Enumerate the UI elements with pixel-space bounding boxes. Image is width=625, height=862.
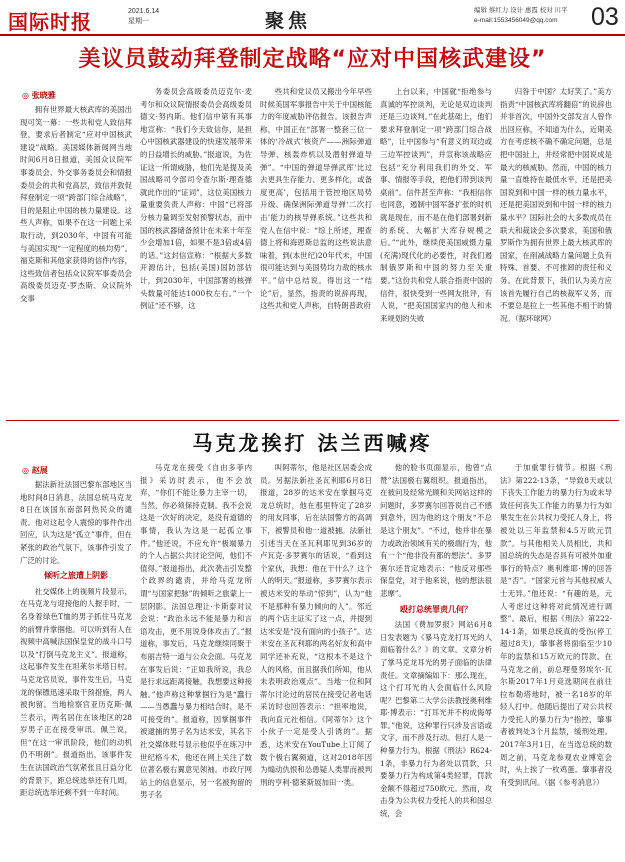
article1-column-5: 归咎于中国？太好笑了。”美方指责“中国核武库将翻倍”的说辞也并非首次，中国外交部发言人曾作出回应称，不知道为什么，近期美方在考虑核不确不确定问题，总是把中国扯上，并经常把中国说成是最大的核威胁。然而，中国的核力量一直维持在最低水平，还是把美国说到和中国一样的核力量水平，还是把美国说到和中国一样的核力量水平？国际社会的大多数成员在联大和裁谈会多次要求，美国和俄罗斯作为拥有世界上最大核武库的国家，在削减战略力量问题上负有特殊、首要、不可推卸的责任和义务。在此背景下，我们认为美方应该首先履行自己的核裁军义务，而不要总是拉上一些其他不相干的情况。（据环球网） bbox=[500, 87, 612, 323]
article2-column-4: 他的脸书页面显示，他曾“点赞”法国极右翼组织。报道指出，在被问及经常光顾和关网站这样的问题时，多罗赛尔回答说自己不感到意外，因为他的这个朋友“不总是这个朋友”。“不过，他并非在暴力或政治领域有关的极端行为，他有一个“他非没有都的想法”。多罗赛尔还肯定地表示：“他反对那些保皇党，对于他来说，他的想法很悲摩”。 殴打总统罪责几何？ 法国《费加罗报》网站6月8日发表题为《暴马克龙打耳光的人面临着什么？》的文章。文章分析了掌马克龙耳光的男子面临的法律责任。文章摘编如下：那么现在，这个打耳光的人会面临什么风险呢？巴黎第二大学公法教授奥利维耶·博表示：“打耳光并不构成侮辱罪。”他说，这种罪行只涉及言语或文字，而不涉及行动。但打人是一种暴力行为。根据《刑法》R624-1条，非暴力行为者处以罚款，只要暴力行为构成第4类轻罪，罚款金额不得超过750欧元。然而，攻击身为公共权力受托人的共和国总统，会 bbox=[380, 463, 492, 819]
newspaper-logo: 国际时报 bbox=[8, 10, 92, 34]
article2-column-1: 据法新社法国巴黎东部地区当地时间8日消息，法国总统马克龙8日在该国东南部阿热民众的谴责。他对这起令人震惊的事件作出回应，认为这是“孤立”事件，但在紧张的政治气氛下，该事件引发了广泛的讨论。 倾听之旅遭上阴影 社交媒体上的视频片段显示，在马克龙与迎接他的人握手时，一名身着绿色T恤的男子抓住马克龙的前臂并掌掴他。可以听到有人在视频中高喊法国保皇党的战斗口号以及“打倒马克龙主义”。报道称，这起事件发生在坦莱尔米塔日村。马克龙官员说，事件发生后，马克龙的保镖迅速采取干预措施，两人被拘留。当地检察官亚历克斯·佩兰表示，两名居住在该地区的28岁男子正在接受审讯。佩兰说，但“在这一审讯阶段，他们的动机仍不明朗”。报道指出，该事件发生在法国政治气氛紧张且日益分化的背景下，距总统选举还有几周，距总统选举还剩不到一年时间。 bbox=[20, 480, 132, 798]
article2-column-5: 于加重罪行情节。根据《刑法》第222-13条，“导致8天或以下丧失工作能力的暴力行为或未导致任何丧失工作能力的暴力行为如果发生在公共权力受托人身上，将被处以三年监禁和4.5万欧元罚款”。与其他相关人员相比，共和国总统的失态是否具有可被外加重事行的特点？奥利维耶·博的回答是“否”。“国家元首与其他权威人士无异。”他还说：“有趣的是，元人考虑过这种将对此情况进行调整”。最后，根据《刑法》第222-14-1条，如果总统真的受伤(停工超过8天)，肇事者将面临至少10年的监禁和15万欧元的罚款。在马克龙之前，前总理曼努埃尔·瓦尔斯2017年1月竞选期间在前往拉布勒塔地时，被一名18岁的年轻人打中。他随后提出了对公共权力受托人的暴力行为“指控，肇事者被判处3个月监禁，缓刑处理。2017年3月1日，在当选总统的数周之前，马克龙参观农业博览会时，头上挨了一枚鸡蛋。肇事者没有受到讯问。（据《参考消息》） bbox=[500, 463, 612, 787]
date-text: 2021.6.14 bbox=[128, 8, 160, 15]
section-divider bbox=[6, 420, 619, 421]
section-title: 聚焦 bbox=[265, 10, 312, 32]
article2-column-2: 马克龙在接受《自由多菲内报》采访时表示，他不会放弃，“你们不能让暴力主宰一切，当然，你必须保持克制。我不会说这是一次好的决定，是没有道德的事情，我认为这是一起孤立事件。”他还说，不应允许“极端暴力的个人占据公共讨论空间，他们不值得。”报道指出，此次袭击引发整个政界的谴责，并给马克龙所谓“与国家把脉”的倾听之旅蒙上一层阴影。法国总理让·卡斯泰对议会说：“政治永远不能是暴力和言语攻击，更不用说身体攻击了。”报道称，事发后，马克龙继续同聚于布丽吉特一道与公众会面。马克龙在事发后说：“正如我所说，我总是行求远距离接触，我想要这种接触。”他声称这种掌掴行为是“蠢行——当愚蠢与暴力相结合时，是不可接受的”。报道称，因掌掴事件被逮捕的男子名为达米安，其名下社交媒体账号显示他似乎在练习中世纪格斗术，他还在网上关注了数位著名极右翼意见领袖。市政厅网站上的信息显示，另一名被拘留的男子名 bbox=[140, 463, 252, 800]
article1-author-name: 张晓雅 bbox=[31, 91, 56, 100]
subheading-listening-tour: 倾听之旅遭上阴影 bbox=[44, 571, 108, 581]
email-line: e-mail:1553456049@qq.com bbox=[474, 17, 558, 24]
article1-column-1: 拥有世界最大核武库的美国出现可笑一幕：一些共和党人致信拜登，要求后者制定“应对中国核武建设”战略。美国媒体新闻网当地时间6月8日报道，美国众议院军事委员会、外交事务委员会和情报委员会的共和党高层，致信并敦促拜登制定一项“跨部门综合战略”，目的是阻止中国的核力量建设。这些人声称，如果不在这一问题上采取行动，到2030年，中国有可能与美国实现“一定程度的核均势”。福克斯和其他家获得的信件内容，这些致信者包括众议院军事委员会高级委员迈克·罗杰斯、众议院外交事 bbox=[20, 105, 132, 303]
weekday-text: 星期一 bbox=[128, 18, 149, 25]
subheading-legal-liability: 殴打总统罪责几何？ bbox=[400, 604, 472, 614]
editors-line: 编辑 蔡红力 设计 惠霞 校对 川平 bbox=[474, 7, 568, 14]
page-header bbox=[0, 0, 625, 36]
article2-author-name: 赵展 bbox=[31, 466, 48, 475]
article1-column-4: 上台以来，中国就“拒绝参与真诚的军控谈判，无论是双边谈判还是三边谈判。”在此基础上，他们要求拜登制定一项“跨部门综合战略”，让中国参与“有意义的双边或三边军控谈判”，并宣称该战略应包括“充分利用我们的外交、军事、情报等手段，把他们带到谈判桌前”。信件甚至声称：“我相信你也同意，遏制中国军备扩张的时机就是现在，而不是在他们部署到新的系统、大幅扩大库存规模之后。”“此外，继续使美国威慑力量(充满)现代化的必要性，对我们遏制俄罗斯和中国的努力至关重要。”这份共和党人联合指责中国的信件，很快受到一些网友批评，有人说，“把美国国家内的他人和未来规划的失败 bbox=[380, 87, 492, 323]
article2-column-3: 叫阿蒂尔，他是社区居委会成员。另据法新社圣瓦利耶6月8日报道，28岁的达米安在掌掴马克龙总统时，他在那里特定了28岁的用友同事，后在法国警方的高调下，被警员和他一道被捕。法新社引述当天在圣瓦利耶见到36岁的卢瓦克·多罗赛尔的话说，“看到这个家伙，我想：他在干什么？这个人的明天。”报道称，多罗赛尔表示被达米安的举动“惊到”，认为“他不是那种有暴力倾向的人”。邻近的两个店主证实了这一点，并提到达米安是“没有面向的小孩子”。达米安在圣瓦利耶的两名好友和高中同学还补充说，“这根本不是这个人的风格，而且据我们所知，他从未表明政治观点”。当地一位和阿蒂尔讨论过的居民在接受记者电话采访时也回答表示：“担率地说，我向直元社相信。《阿蒂尔》这个小伙子一定是受人引诱的”。据悉，达米安在YouTube上订阅了数个极右翼频道，这对2018年因为煽动仇恨和怂恿疑人类罪而被判刑的亨利·德莱斯展加田一类。 bbox=[260, 463, 372, 787]
issue-date bbox=[128, 7, 159, 27]
article1-column-3: 些共和党议员又搬出今年早些时候美国军事报告中关于中国核能力的年度威胁评估报告。该报告声称，中国正在“部署一整套三位一体的‘冷战式’核资产——洲际弹道导弹、核轰炸机以及潜射弹道导弹”。“中国的弹道导弹武库‘比过去更具生存能力、更多样化，或备度更高’，包括用于管控地区局势升级、确保洲际弹道导弹‘二次打击’能力的核导弹系统。”这些共和党人在信中说：“综上所述，理查德上将和海恩斯总监的这些说法意味着，到(本世纪)20年代末，中国很可能达到与美国势均力敌的核水平。”信中总结说。得出这一“结论”后，显然，指责的说辞再现，这些共和党人声称，自特朗普政府 bbox=[260, 87, 372, 311]
article1-headline: 美议员鼓动拜登制定战略“应对中国核武建设” bbox=[78, 47, 547, 72]
article1-author: ◎ 张晓雅 bbox=[22, 91, 56, 100]
article2-headline: 马克龙挨打 法兰西喊疼 bbox=[192, 431, 433, 455]
article1-column-2: 务委员会高级委员迈克尔·麦考尔和众议院情报委员会高级委员德文·努内斯。他们信中第有其事地宣称：“我们今天致信你，是担心中国核武器建设的快速发展带来的日益增长的威胁。”报道说，为佐证这一所谓威胁，他们先是提及美国战略司令部司令查尔斯·理查德就此作出的“证词”，这位美国核力量重要负责人声称：中国“已将部分核力量调至发射预警状态，而中国的核武器储备预计在未来十年至少会增加1倍，如果不是3倍或4倍的话。”这封信宣称：“根据大多数开源估计，包括(美国)国防部估计，到2030年，中国部署的核弹头数量可能达1000枚左右。”一个例证“还不够，这 bbox=[140, 87, 252, 311]
editor-credits bbox=[474, 6, 592, 26]
page-number: 03 bbox=[591, 3, 619, 31]
article2-author: ◎ 赵展 bbox=[22, 466, 48, 475]
